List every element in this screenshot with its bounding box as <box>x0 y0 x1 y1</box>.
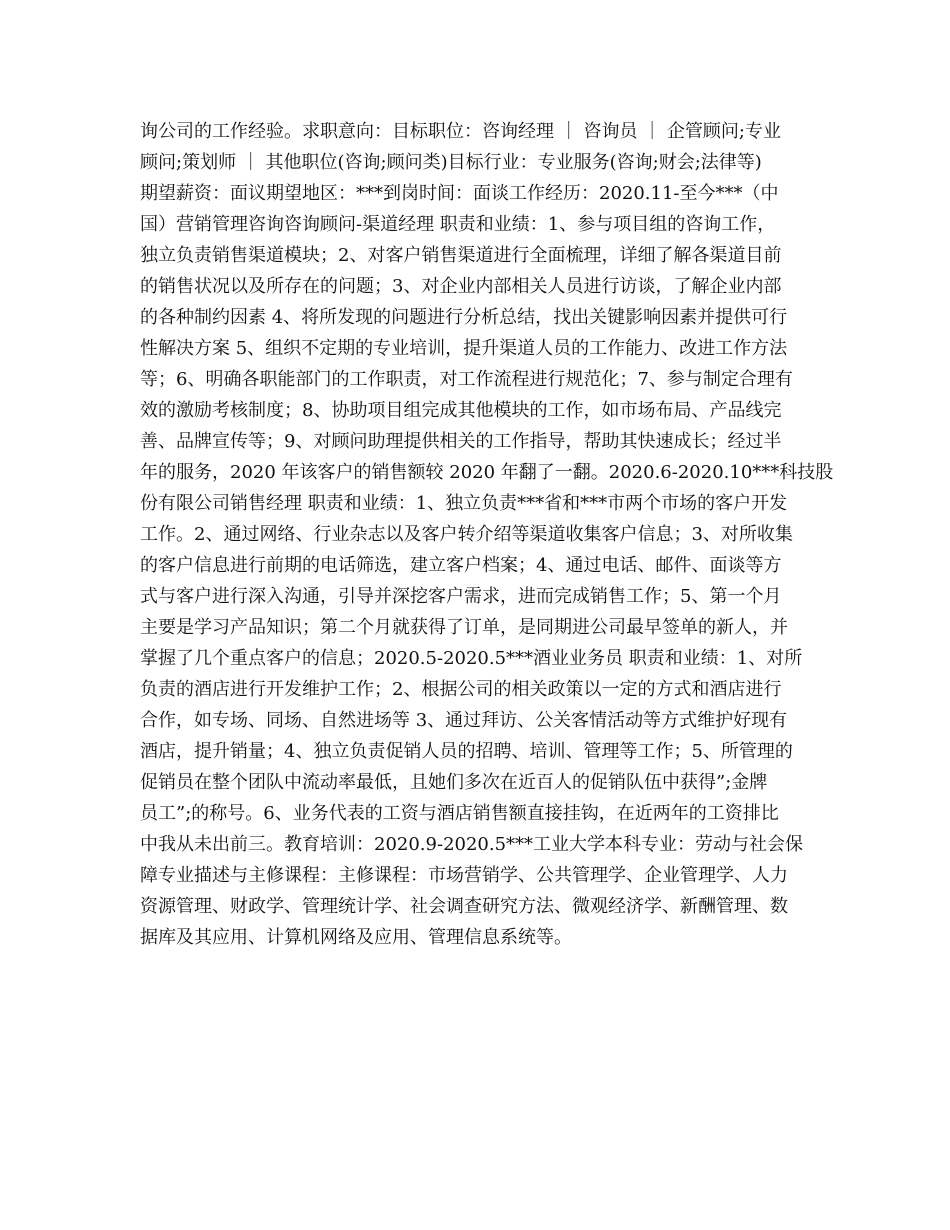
text-line: 独立负责销售渠道模块；2、对客户销售渠道进行全面梳理，详细了解各渠道目前 <box>140 245 782 266</box>
text-line: 障专业描述与主修课程：主修课程：市场营销学、公共管理学、企业管理学、人力 <box>140 865 788 886</box>
text-line: 主要是学习产品知识；第二个月就获得了订单，是同期进公司最早签单的新人，并 <box>140 617 788 638</box>
text-line: 资源管理、财政学、管理统计学、社会调查研究方法、微观经济学、新酬管理、数 <box>140 896 788 917</box>
text-line: 国）营销管理咨询咨询顾问-渠道经理 职责和业绩：1、参与项目组的咨询工作， <box>140 214 776 235</box>
text-line: 期望薪资：面议期望地区：***到岗时间：面谈工作经历：2020.11-至今***（中 <box>140 183 779 204</box>
text-line: 负责的酒店进行开发维护工作；2、根据公司的相关政策以一定的方式和酒店进行 <box>140 679 782 700</box>
resume-body-text <box>140 116 834 953</box>
text-line: 性解决方案 5、组织不定期的专业培训，提升渠道人员的工作能力、改进工作方法 <box>140 338 788 359</box>
text-line: 掌握了几个重点客户的信息；2020.5-2020.5***酒业业务员 职责和业绩：1、对所 <box>140 648 803 669</box>
text-line: 的销售状况以及所存在的问题；3、对企业内部相关人员进行访谈，了解企业内部 <box>140 276 782 297</box>
text-line: 合作，如专场、同场、自然进场等 3、通过拜访、公关客情活动等方式维护好现有 <box>140 710 788 731</box>
text-line: 的客户信息进行前期的电话筛选，建立客户档案；4、通过电话、邮件、面谈等方 <box>140 555 782 576</box>
text-line: 工作。2、通过网络、行业杂志以及客户转介绍等渠道收集客户信息；3、对所收集 <box>140 524 793 545</box>
text-line: 份有限公司销售经理 职责和业绩：1、独立负责***省和***市两个市场的客户开发 <box>140 493 788 514</box>
text-line: 询公司的工作经验。求职意向：目标职位：咨询经理 ｜ 咨询员 ｜ 企管顾问;专业 <box>140 121 781 142</box>
text-line: 中我从未出前三。教育培训：2020.9-2020.5***工业大学本科专业：劳动与社会保 <box>140 834 804 855</box>
text-line: 等；6、明确各职能部门的工作职责，对工作流程进行规范化；7、参与制定合理有 <box>140 369 793 390</box>
text-line: 的各种制约因素 4、将所发现的问题进行分析总结，找出关键影响因素并提供可行 <box>140 307 788 328</box>
text-line: 效的激励考核制度；8、协助项目组完成其他模块的工作，如市场布局、产品线完 <box>140 400 782 421</box>
text-line: 顾问;策划师 ｜ 其他职位(咨询;顾问类)目标行业：专业服务(咨询;财会;法律等) <box>140 152 762 173</box>
text-line: 善、品牌宣传等；9、对顾问助理提供相关的工作指导，帮助其快速成长；经过半 <box>140 431 782 452</box>
text-line: 式与客户进行深入沟通，引导并深挖客户需求，进而完成销售工作；5、第一个月 <box>140 586 782 607</box>
text-line: 据库及其应用、计算机网络及应用、管理信息系统等。 <box>140 927 572 948</box>
text-line: 年的服务，2020 年该客户的销售额较 2020 年翻了一翻。2020.6-2020.10***科技股 <box>140 462 834 483</box>
text-line: 员工”;的称号。6、业务代表的工资与酒店销售额直接挂钩，在近两年的工资排比 <box>140 803 779 824</box>
text-line: 酒店，提升销量；4、独立负责促销人员的招聘、培训、管理等工作；5、所管理的 <box>140 741 793 762</box>
text-line: 促销员在整个团队中流动率最低，且她们多次在近百人的促销队伍中获得”;金牌 <box>140 772 768 793</box>
